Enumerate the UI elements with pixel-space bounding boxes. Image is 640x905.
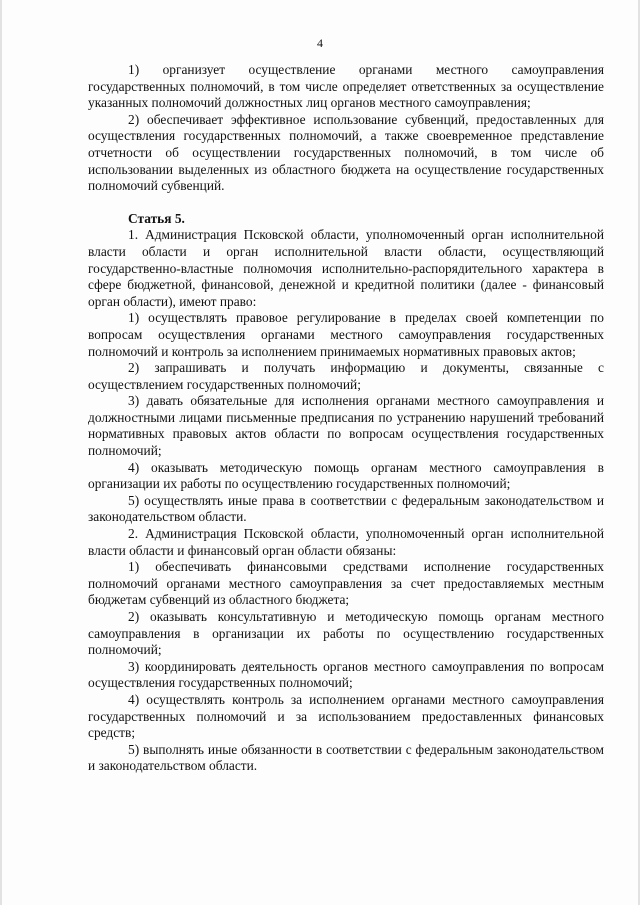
paragraph: 2) обеспечивает эффективное использование субвенций, предоставленных для осуществления государственных полномочий, а также своевременное представление отчетности об осуществлении государственных полномочий, в том числе об использовании выделенных из областного бюджета на осуществление государственных полномочий субвенций.: [88, 111, 604, 194]
paragraph: 3) координировать деятельность органов местного самоуправления по вопросам осуществления государственных полномочий;: [88, 658, 604, 691]
paragraph: 5) выполнять иные обязанности в соответствии с федеральным законодательством и законодательством области.: [88, 741, 604, 774]
paragraph: 1) осуществлять правовое регулирование в пределах своей компетенции по вопросам осуществления органами местного самоуправления государственных полномочий и контроль за исполнением принимаемых нормативных правовых актов;: [88, 310, 604, 359]
paragraph: 3) давать обязательные для исполнения органами местного самоуправления и должностными лицами письменные предписания по устранению нарушений требований нормативных правовых актов области по вопросам осуществления государственных полномочий;: [88, 393, 604, 459]
paragraph: 2) запрашивать и получать информацию и документы, связанные с осуществлением государственных полномочий;: [88, 360, 604, 392]
page-number: 4: [317, 36, 323, 50]
paragraph: 4) осуществлять контроль за исполнением органами местного самоуправления государственных полномочий и за использованием предоставленных финансовых средств;: [88, 691, 604, 741]
paragraph: 1. Администрация Псковской области, уполномоченный орган исполнительной власти области и орган исполнительной власти области, осуществляющий государственно-властные полномочия исполнительно-распорядительного характера в сфере бюджетной, финансовой, денежной и кредитной политики (далее - финансовый орган области), имеют право:: [88, 227, 604, 309]
document-body: [88, 62, 604, 775]
paragraph: 1) обеспечивать финансовыми средствами исполнение государственных полномочий органами местного самоуправления за счет предоставляемых местным бюджетам субвенций из областного бюджета;: [88, 559, 604, 608]
paragraph: 1) организует осуществление органами местного самоуправления государственных полномочий, в том числе определяет ответственных за осуществление указанных полномочий должностных лиц органов местного самоуправления;: [88, 62, 604, 111]
paragraph: 2. Администрация Псковской области, уполномоченный орган исполнительной власти области и финансовый орган области обязаны:: [88, 526, 604, 558]
paragraph: 2) оказывать консультативную и методическую помощь органам местного самоуправления в организации их работы по осуществлению государственных полномочий;: [88, 609, 604, 658]
paragraph: 4) оказывать методическую помощь органам местного самоуправления в организации их работы по осуществлению государственных полномочий;: [88, 459, 604, 492]
article-heading: Статья 5.: [128, 210, 185, 226]
scan-left-edge: [0, 0, 2, 905]
paragraph: 5) осуществлять иные права в соответствии с федеральным законодательством и законодательством области.: [88, 492, 604, 525]
